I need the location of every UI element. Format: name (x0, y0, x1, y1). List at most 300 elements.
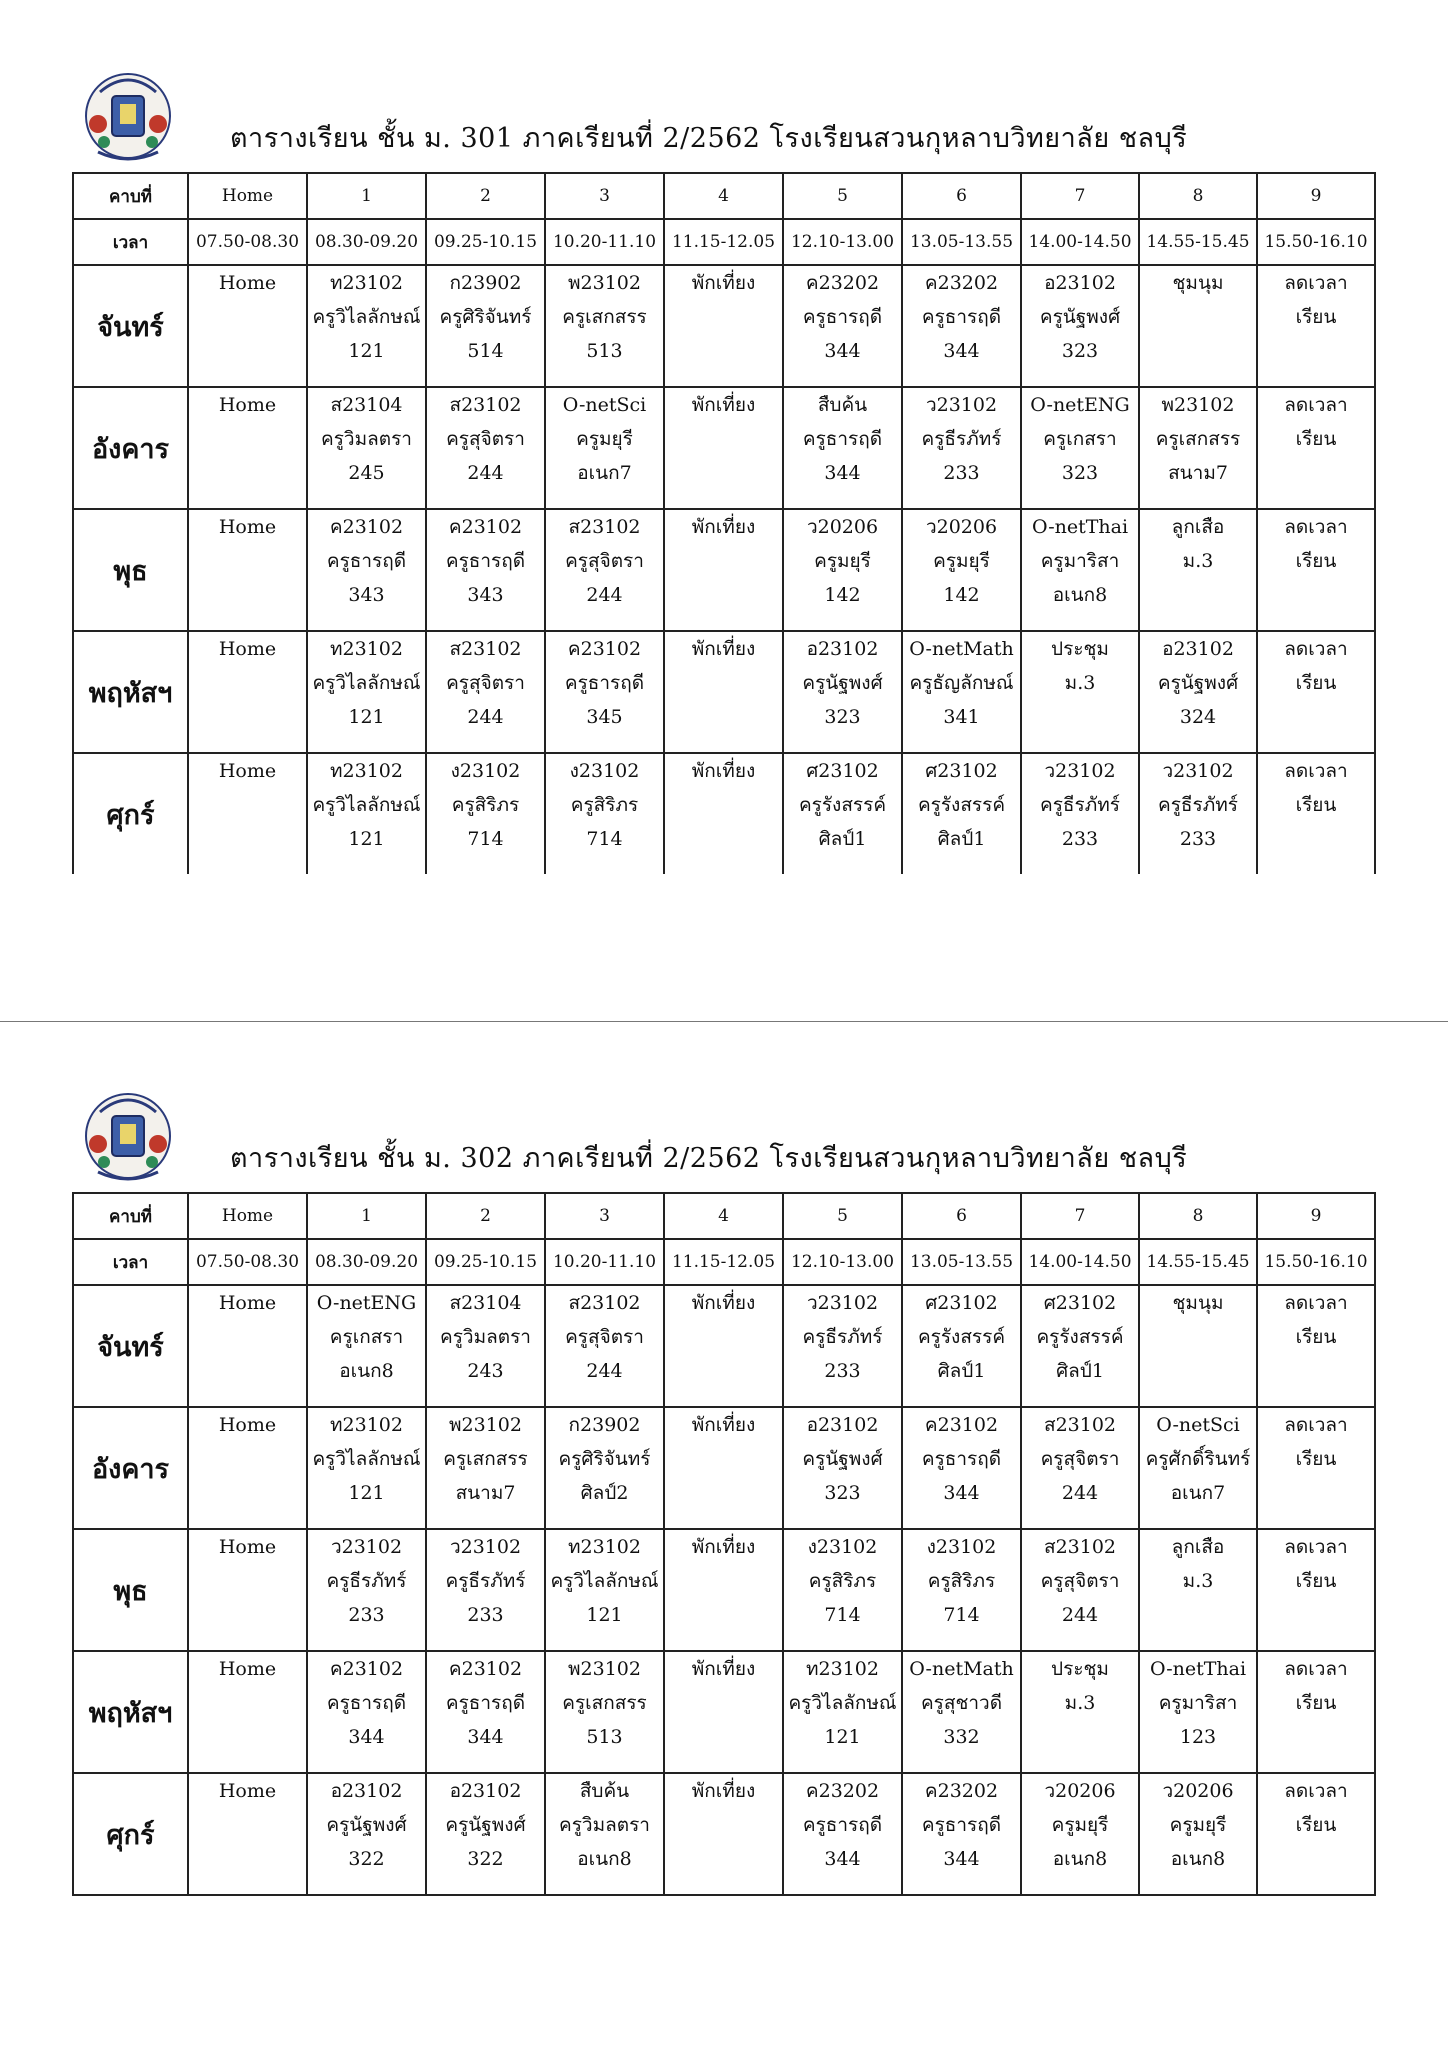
teacher-text: ครูมยุรี (933, 550, 990, 572)
subject-text: ศ23102 (1043, 1292, 1117, 1314)
subject-text: พักเที่ยง (691, 1780, 756, 1802)
teacher-text: ครูนัฐพงศ์ (445, 1814, 526, 1836)
subject-text: ลดเวลา (1284, 1536, 1348, 1558)
subject-text: Home (218, 1414, 277, 1436)
period-cell: 4 (664, 173, 783, 219)
teacher-text: ครูวิไลลักษณ์ (312, 306, 421, 328)
room-text: 344 (824, 340, 861, 362)
time-cell: 14.55-15.45 (1139, 219, 1257, 265)
room-text: 513 (586, 340, 623, 362)
subject-text: ง23102 (569, 760, 640, 782)
class-cell (1021, 1285, 1139, 1407)
time-cell: 12.10-13.00 (783, 219, 902, 265)
teacher-text: ครูนัฐพงศ์ (326, 1814, 407, 1836)
day-name: พฤหัสฯ (73, 1651, 188, 1773)
teacher-text: ครูวิมลตรา (321, 428, 412, 450)
teacher-text: ครูสุจิตรา (565, 550, 644, 572)
teacher-text: ครูธารฤดี (921, 1814, 1002, 1836)
class-cell (426, 265, 545, 387)
subject-text: สืบค้น (817, 394, 868, 416)
room-text: 344 (348, 1726, 385, 1748)
teacher-text: ครูธีรภัทร์ (802, 1326, 883, 1348)
teacher-text: ครูธารฤดี (802, 428, 883, 450)
class-cell (426, 1529, 545, 1651)
subject-text: ท23102 (330, 760, 403, 782)
teacher-text: ครูนัฐพงศ์ (1157, 672, 1239, 694)
room-text: 344 (824, 1848, 861, 1870)
class-cell (545, 387, 664, 509)
subject-text: O-netMath (909, 638, 1014, 660)
teacher-text: ครูสุจิตรา (1040, 1570, 1120, 1592)
day-row (73, 1529, 1375, 1651)
class-cell (1139, 631, 1257, 753)
class-cell (426, 753, 545, 874)
period-cell: 7 (1021, 173, 1139, 219)
period-cell: 9 (1257, 173, 1375, 219)
subject-text: ศ23102 (925, 1292, 998, 1314)
page-divider (0, 1021, 1448, 1022)
teacher-text: เรียน (1295, 1326, 1337, 1348)
room-text: 344 (943, 1482, 980, 1504)
room-text: 142 (824, 584, 861, 606)
school-emblem-icon (78, 1082, 178, 1186)
subject-text: ศ23102 (925, 760, 998, 782)
day-row (73, 1285, 1375, 1407)
class-cell (664, 1651, 783, 1773)
period-header-row (73, 1193, 1375, 1239)
day-row (73, 265, 1375, 387)
day-name: อังคาร (73, 1407, 188, 1529)
subject-text: ลูกเสือ (1171, 516, 1225, 538)
class-cell (902, 1285, 1021, 1407)
subject-text: ส23102 (449, 638, 522, 660)
teacher-text: ครูธีรภัทร์ (1158, 794, 1238, 816)
room-text: 121 (824, 1726, 861, 1748)
subject-text: ค23102 (448, 1658, 523, 1680)
subject-text: สืบค้น (579, 1780, 630, 1802)
class-cell (188, 387, 307, 509)
class-cell (426, 631, 545, 753)
class-cell (664, 509, 783, 631)
room-text: 714 (586, 828, 623, 850)
time-label: เวลา (73, 1239, 188, 1285)
room-text: 121 (348, 340, 385, 362)
teacher-text: ครูเสกสรร (443, 1448, 528, 1470)
class-cell (1139, 1529, 1257, 1651)
room-text: อเนก8 (1052, 584, 1108, 606)
room-text: 244 (1061, 1482, 1099, 1504)
class-cell (1021, 1773, 1139, 1895)
subject-text: ประชุม (1051, 1658, 1109, 1680)
teacher-text: ครูเสกสรร (562, 306, 647, 328)
class-cell (426, 1651, 545, 1773)
room-text: สนาม7 (455, 1482, 516, 1504)
period-cell: Home (188, 173, 307, 219)
teacher-text: ครูธารฤดี (564, 672, 645, 694)
time-cell: 13.05-13.55 (902, 1239, 1021, 1285)
class-cell (783, 1651, 902, 1773)
class-cell (902, 265, 1021, 387)
room-text: 121 (348, 1482, 385, 1504)
subject-text: พักเที่ยง (691, 1292, 756, 1314)
period-label: คาบที่ (73, 173, 188, 219)
subject-text: ก23902 (568, 1414, 641, 1436)
subject-text: ค23102 (329, 1658, 404, 1680)
class-cell (783, 265, 902, 387)
subject-text: ว20206 (925, 516, 998, 538)
teacher-text: ครูสุจิตรา (446, 672, 525, 694)
subject-text: ท23102 (330, 272, 403, 294)
teacher-text: เรียน (1295, 672, 1337, 694)
day-row (73, 509, 1375, 631)
day-row (73, 631, 1375, 753)
subject-text: ง23102 (807, 1536, 878, 1558)
subject-text: ลดเวลา (1284, 1414, 1348, 1436)
class-cell (426, 1285, 545, 1407)
teacher-text: ครูศักดิ์รินทร์ (1145, 1448, 1251, 1470)
room-text: 323 (1061, 340, 1099, 362)
room-text: 233 (1061, 828, 1099, 850)
class-cell (902, 1651, 1021, 1773)
class-cell (1139, 1773, 1257, 1895)
subject-text: ส23104 (330, 394, 403, 416)
room-text: ศิลป์1 (937, 1360, 986, 1382)
class-cell (307, 1529, 426, 1651)
subject-text: ว23102 (1044, 760, 1116, 782)
teacher-text: ครูสุจิตรา (446, 428, 525, 450)
class-cell (545, 1407, 664, 1529)
class-cell (545, 265, 664, 387)
teacher-text: ครูสิริภร (927, 1570, 996, 1592)
subject-text: ท23102 (806, 1658, 879, 1680)
class-cell (664, 753, 783, 874)
teacher-text: เรียน (1295, 306, 1337, 328)
subject-text: ค23102 (567, 638, 642, 660)
class-cell (545, 1285, 664, 1407)
teacher-text: ครูวิไลลักษณ์ (550, 1570, 659, 1592)
class-cell (902, 753, 1021, 874)
class-cell (1139, 265, 1257, 387)
room-text: 123 (1179, 1726, 1217, 1748)
room-text: 233 (1179, 828, 1217, 850)
subject-text: ท23102 (568, 1536, 641, 1558)
period-cell: 3 (545, 173, 664, 219)
teacher-text: เรียน (1295, 428, 1337, 450)
teacher-text: ครูมาริสา (1158, 1692, 1238, 1714)
day-row (73, 1773, 1375, 1895)
teacher-text: ครูรังสรรค์ (798, 794, 887, 816)
class-cell (1139, 1285, 1257, 1407)
period-cell: 6 (902, 173, 1021, 219)
class-cell (188, 753, 307, 874)
subject-text: พักเที่ยง (691, 272, 756, 294)
period-cell: 8 (1139, 173, 1257, 219)
subject-text: ลดเวลา (1284, 760, 1348, 782)
class-cell (783, 509, 902, 631)
subject-text: อ23102 (1162, 638, 1234, 660)
time-cell: 14.00-14.50 (1021, 219, 1139, 265)
class-cell (783, 1407, 902, 1529)
teacher-text: ครูวิไลลักษณ์ (312, 1448, 421, 1470)
subject-text: ว20206 (1162, 1780, 1234, 1802)
subject-text: พ23102 (568, 272, 641, 294)
class-cell (1021, 265, 1139, 387)
page-title: ตารางเรียน ชั้น ม. 302 ภาคเรียนที่ 2/2562 โรงเรียนสวนกุหลาบวิทยาลัย ชลบุรี (230, 1143, 1188, 1174)
class-cell (1021, 387, 1139, 509)
time-cell: 08.30-09.20 (307, 1239, 426, 1285)
subject-text: ค23202 (805, 272, 880, 294)
teacher-text: ครูสิริภร (570, 794, 639, 816)
teacher-text: ครูเสกสรร (562, 1692, 647, 1714)
teacher-text: เรียน (1295, 1814, 1337, 1836)
subject-text: Home (218, 1292, 277, 1314)
room-text: อเนก8 (1052, 1848, 1108, 1870)
teacher-text: ครูวิไลลักษณ์ (788, 1692, 897, 1714)
subject-text: ค23102 (448, 516, 523, 538)
room-text: ศิลป์1 (937, 828, 986, 850)
subject-text: พักเที่ยง (691, 1658, 756, 1680)
room-text: อเนก7 (577, 462, 632, 484)
room-text: ศิลป์2 (580, 1482, 629, 1504)
teacher-text: ครูธารฤดี (445, 1692, 526, 1714)
teacher-text: ครูสุจิตรา (1040, 1448, 1120, 1470)
subject-text: ค23102 (329, 516, 404, 538)
subject-text: พักเที่ยง (691, 1536, 756, 1558)
subject-text: ลดเวลา (1284, 1780, 1348, 1802)
class-cell (1257, 509, 1375, 631)
subject-text: O-netENG (1030, 394, 1130, 416)
subject-text: ก23902 (449, 272, 522, 294)
room-text: อเนก8 (1170, 1848, 1226, 1870)
class-cell (1257, 387, 1375, 509)
teacher-text: ครูวิมลตรา (440, 1326, 531, 1348)
subject-text: ค23202 (924, 1780, 999, 1802)
class-cell (188, 265, 307, 387)
time-cell: 10.20-11.10 (545, 219, 664, 265)
subject-text: พักเที่ยง (691, 638, 756, 660)
day-name: ศุกร์ (73, 1773, 188, 1895)
day-row (73, 1407, 1375, 1529)
subject-text: พ23102 (449, 1414, 522, 1436)
room-text: 344 (824, 462, 861, 484)
teacher-text: ครูนัฐพงศ์ (802, 672, 883, 694)
subject-text: Home (218, 1536, 277, 1558)
teacher-text: เรียน (1295, 1692, 1337, 1714)
class-cell (664, 1407, 783, 1529)
subject-text: ว23102 (1162, 760, 1234, 782)
day-name: พุธ (73, 1529, 188, 1651)
subject-text: อ23102 (1044, 272, 1116, 294)
subject-text: ส23102 (568, 516, 641, 538)
class-cell (1139, 387, 1257, 509)
class-cell (307, 1651, 426, 1773)
room-text: 121 (348, 706, 385, 728)
class-cell (1257, 631, 1375, 753)
period-cell: 1 (307, 1193, 426, 1239)
class-cell (664, 1529, 783, 1651)
subject-text: Home (218, 516, 277, 538)
class-cell (307, 387, 426, 509)
room-text: 244 (467, 706, 504, 728)
class-cell (1257, 1529, 1375, 1651)
room-text: 322 (467, 1848, 504, 1870)
day-row (73, 753, 1375, 874)
time-cell: 10.20-11.10 (545, 1239, 664, 1285)
teacher-text: ครูธารฤดี (326, 1692, 407, 1714)
period-label: คาบที่ (73, 1193, 188, 1239)
subject-text: Home (218, 1780, 277, 1802)
room-text: 233 (348, 1604, 385, 1626)
room-text: สนาม7 (1168, 462, 1228, 484)
teacher-text: ครูมาริสา (1040, 550, 1120, 572)
class-cell (188, 1407, 307, 1529)
period-cell: 2 (426, 1193, 545, 1239)
teacher-text: ครูธารฤดี (445, 550, 526, 572)
time-cell: 13.05-13.55 (902, 219, 1021, 265)
subject-text: ส23102 (1043, 1414, 1117, 1436)
class-cell (902, 1407, 1021, 1529)
class-cell (902, 509, 1021, 631)
class-cell (783, 1285, 902, 1407)
teacher-text: ครูเสกสรร (1155, 428, 1241, 450)
period-cell: 8 (1139, 1193, 1257, 1239)
teacher-text: ครูเกสรา (329, 1326, 404, 1348)
subject-text: ท23102 (330, 638, 403, 660)
class-cell (1021, 509, 1139, 631)
subject-text: O-netSci (1156, 1414, 1240, 1436)
teacher-text: ครูสุชาวดี (920, 1692, 1003, 1714)
teacher-text: ครูมยุรี (576, 428, 633, 450)
subject-text: O-netSci (562, 394, 647, 416)
room-text: ศิลป์1 (818, 828, 867, 850)
teacher-text: เรียน (1295, 1448, 1337, 1470)
time-label: เวลา (73, 219, 188, 265)
subject-text: ลูกเสือ (1171, 1536, 1225, 1558)
class-cell (783, 387, 902, 509)
time-cell: 12.10-13.00 (783, 1239, 902, 1285)
time-cell: 08.30-09.20 (307, 219, 426, 265)
school-emblem-icon (78, 62, 178, 166)
day-name: อังคาร (73, 387, 188, 509)
time-cell: 07.50-08.30 (188, 219, 307, 265)
class-cell (1257, 1285, 1375, 1407)
subject-text: Home (218, 638, 277, 660)
class-cell (545, 631, 664, 753)
room-text: 344 (467, 1726, 504, 1748)
class-cell (307, 753, 426, 874)
day-row (73, 1651, 1375, 1773)
teacher-text: ครูธารฤดี (802, 1814, 883, 1836)
period-header-row (73, 173, 1375, 219)
subject-text: อ23102 (806, 1414, 879, 1436)
class-cell (1257, 1773, 1375, 1895)
room-text: อเนก8 (339, 1360, 394, 1382)
time-header-row (73, 1239, 1375, 1285)
room-text: 233 (943, 462, 980, 484)
subject-text: Home (218, 272, 277, 294)
class-cell (1021, 1407, 1139, 1529)
room-text: 243 (467, 1360, 504, 1382)
subject-text: O-netThai (1031, 516, 1129, 538)
room-text: 142 (943, 584, 980, 606)
period-cell: 4 (664, 1193, 783, 1239)
subject-text: ลดเวลา (1284, 1658, 1348, 1680)
day-row (73, 387, 1375, 509)
class-cell (902, 1773, 1021, 1895)
class-cell (188, 631, 307, 753)
period-cell: 1 (307, 173, 426, 219)
time-cell: 14.00-14.50 (1021, 1239, 1139, 1285)
day-name: พฤหัสฯ (73, 631, 188, 753)
subject-text: O-netThai (1149, 1658, 1247, 1680)
subject-text: ว23102 (449, 1536, 522, 1558)
subject-text: ว23102 (330, 1536, 403, 1558)
room-text: 244 (467, 462, 504, 484)
subject-text: ว20206 (1044, 1780, 1116, 1802)
class-cell (545, 753, 664, 874)
teacher-text: ครูธีรภัทร์ (921, 428, 1002, 450)
class-cell (307, 265, 426, 387)
period-cell: 5 (783, 1193, 902, 1239)
room-text: 233 (467, 1604, 504, 1626)
subject-text: ลดเวลา (1284, 638, 1348, 660)
class-cell (1021, 631, 1139, 753)
teacher-text: ครูศิริจันทร์ (558, 1448, 651, 1470)
class-cell (783, 1529, 902, 1651)
time-cell: 15.50-16.10 (1257, 219, 1375, 265)
teacher-text: ครูวิไลลักษณ์ (312, 672, 421, 694)
subject-text: ค23102 (924, 1414, 999, 1436)
teacher-text: ครูมยุรี (814, 550, 871, 572)
subject-text: ลดเวลา (1284, 394, 1348, 416)
teacher-text: ครูธัญลักษณ์ (909, 672, 1014, 694)
class-cell (902, 631, 1021, 753)
day-name: จันทร์ (73, 265, 188, 387)
class-cell (1257, 753, 1375, 874)
teacher-text: ครูรังสรรค์ (917, 1326, 1006, 1348)
subject-text: ประชุม (1051, 638, 1109, 660)
timetable-table (72, 1192, 1376, 1896)
teacher-text: ครูมยุรี (1169, 1814, 1227, 1836)
teacher-text: ครูนัฐพงศ์ (802, 1448, 883, 1470)
class-cell (783, 631, 902, 753)
subject-text: พ23102 (568, 1658, 641, 1680)
subject-text: O-netENG (316, 1292, 417, 1314)
class-cell (783, 1773, 902, 1895)
class-cell (545, 1651, 664, 1773)
class-cell (426, 387, 545, 509)
subject-text: พักเที่ยง (691, 516, 756, 538)
teacher-text: ครูรังสรรค์ (1036, 1326, 1124, 1348)
class-cell (1021, 1651, 1139, 1773)
time-cell: 09.25-10.15 (426, 1239, 545, 1285)
class-cell (1021, 1529, 1139, 1651)
subject-text: ส23104 (449, 1292, 522, 1314)
class-cell (664, 1285, 783, 1407)
room-text: อเนก8 (577, 1848, 632, 1870)
subject-text: ว23102 (925, 394, 998, 416)
class-cell (307, 1773, 426, 1895)
teacher-text: ครูธารฤดี (921, 306, 1002, 328)
subject-text: ชุมนุม (1172, 1292, 1224, 1314)
class-cell (1139, 509, 1257, 631)
class-cell (545, 509, 664, 631)
teacher-text: ม.3 (1182, 1570, 1214, 1592)
timetable-table (72, 172, 1376, 874)
subject-text: ค23202 (805, 1780, 880, 1802)
room-text: 244 (586, 1360, 623, 1382)
teacher-text: ครูธารฤดี (802, 306, 883, 328)
